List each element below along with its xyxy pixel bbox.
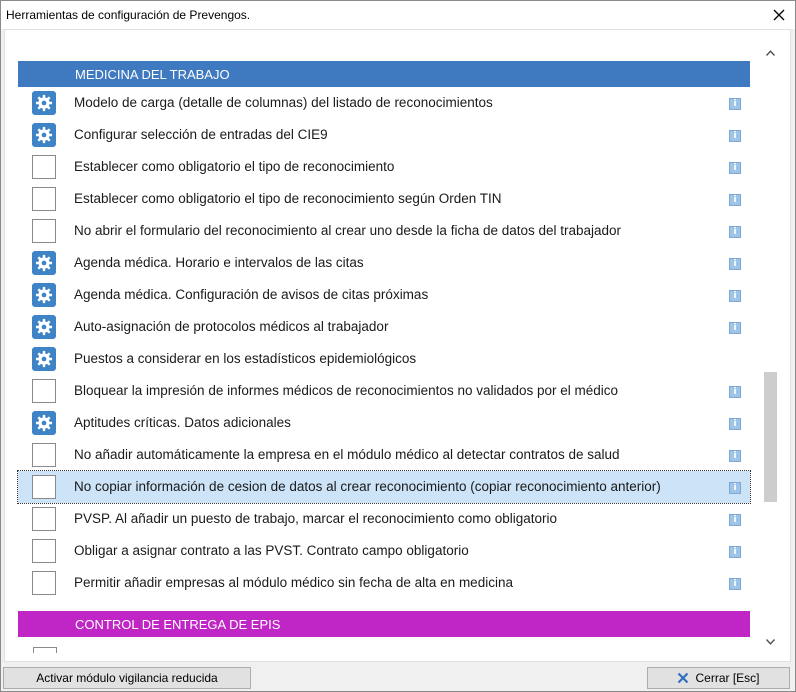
info-icon[interactable]: i — [729, 482, 741, 494]
gear-icon — [35, 318, 53, 336]
section-title: MEDICINA DEL TRABAJO — [75, 66, 230, 82]
info-icon[interactable]: i — [729, 578, 741, 590]
gear-icon — [35, 286, 53, 304]
option-label: No añadir automáticamente la empresa en el módulo médico al detectar contratos de salud — [74, 447, 620, 462]
configure-button[interactable] — [32, 251, 56, 275]
section-header-epis — [18, 611, 750, 637]
section-header-medicina — [18, 61, 750, 87]
option-checkbox[interactable] — [32, 219, 56, 243]
option-row[interactable] — [18, 407, 750, 439]
gear-icon — [35, 350, 53, 368]
option-checkbox[interactable] — [32, 187, 56, 211]
info-icon[interactable]: i — [729, 322, 741, 334]
configure-button[interactable] — [32, 283, 56, 307]
option-checkbox[interactable] — [32, 571, 56, 595]
info-icon[interactable]: i — [729, 386, 741, 398]
info-icon[interactable]: i — [729, 514, 741, 526]
option-row[interactable] — [18, 471, 750, 503]
option-label: PVSP. Al añadir un puesto de trabajo, marcar el reconocimiento como obligatorio — [74, 511, 558, 526]
option-row[interactable] — [18, 535, 750, 567]
info-icon[interactable]: i — [729, 290, 741, 302]
option-label: Agenda médica. Configuración de avisos de citas próximas — [74, 287, 429, 302]
option-checkbox[interactable] — [32, 155, 56, 179]
option-label: Establecer como obligatorio el tipo de reconocimiento — [74, 159, 395, 174]
option-row[interactable] — [18, 439, 750, 471]
option-row[interactable] — [18, 311, 750, 343]
option-label: Agenda médica. Horario e intervalos de las citas — [74, 255, 364, 270]
chevron-down-icon — [766, 639, 775, 645]
configure-button[interactable] — [32, 315, 56, 339]
option-row[interactable] — [18, 215, 750, 247]
option-row[interactable] — [18, 567, 750, 599]
button-label: Activar módulo vigilancia reducida — [36, 671, 218, 685]
vertical-scrollbar[interactable] — [762, 44, 779, 650]
configure-button[interactable] — [32, 123, 56, 147]
option-row[interactable] — [18, 183, 750, 215]
option-checkbox[interactable] — [32, 475, 56, 499]
close-dialog-button[interactable] — [647, 667, 790, 689]
option-label: Aptitudes críticas. Datos adicionales — [74, 415, 291, 430]
option-label: Establecer como obligatorio el tipo de reconocimiento según Orden TIN — [74, 191, 502, 206]
info-icon[interactable]: i — [729, 226, 741, 238]
x-mark-icon — [677, 672, 689, 684]
option-row[interactable] — [18, 375, 750, 407]
info-icon[interactable]: i — [729, 450, 741, 462]
options-list — [18, 61, 750, 637]
option-label: Permitir añadir empresas al módulo médico sin fecha de alta en medicina — [74, 575, 513, 590]
button-label: Cerrar [Esc] — [695, 671, 760, 685]
option-checkbox[interactable] — [32, 379, 56, 403]
option-checkbox[interactable] — [32, 539, 56, 563]
title-bar — [1, 1, 795, 29]
option-row[interactable] — [18, 247, 750, 279]
options-panel — [4, 29, 791, 662]
option-label: No abrir el formulario del reconocimiento al crear uno desde la ficha de datos del trabajador — [74, 223, 622, 238]
configure-button[interactable] — [32, 91, 56, 115]
option-checkbox[interactable] — [33, 647, 57, 653]
chevron-up-icon — [766, 50, 775, 56]
scroll-down-button[interactable] — [762, 633, 779, 650]
option-label: Puestos a considerar en los estadísticos epidemiológicos — [74, 351, 417, 366]
gear-icon — [35, 126, 53, 144]
option-label: Obligar a asignar contrato a las PVST. Contrato campo obligatorio — [74, 543, 469, 558]
gear-icon — [35, 414, 53, 432]
scroll-thumb[interactable] — [764, 372, 777, 502]
option-checkbox[interactable] — [32, 443, 56, 467]
scroll-up-button[interactable] — [762, 44, 779, 61]
option-row[interactable] — [18, 87, 750, 119]
configure-button[interactable] — [32, 347, 56, 371]
section-title: CONTROL DE ENTREGA DE EPIS — [75, 616, 281, 632]
info-icon[interactable]: i — [729, 258, 741, 270]
info-icon[interactable]: i — [729, 418, 741, 430]
option-row[interactable] — [18, 119, 750, 151]
option-label: Auto-asignación de protocolos médicos al trabajador — [74, 319, 389, 334]
option-label: Configurar selección de entradas del CIE9 — [74, 127, 328, 142]
info-icon[interactable]: i — [729, 98, 741, 110]
option-row[interactable] — [18, 279, 750, 311]
activate-reduced-surveillance-button[interactable] — [3, 667, 251, 689]
option-row[interactable] — [18, 151, 750, 183]
option-label: Bloquear la impresión de informes médicos de reconocimientos no validados por el médico — [74, 383, 619, 398]
close-icon — [773, 9, 785, 21]
info-icon[interactable]: i — [729, 130, 741, 142]
option-row[interactable] — [18, 343, 750, 375]
info-icon[interactable]: i — [729, 162, 741, 174]
option-label: No copiar información de cesion de datos al crear reconocimiento (copiar reconocimiento anterior) — [74, 479, 661, 494]
gear-icon — [35, 94, 53, 112]
window-title: Herramientas de configuración de Prevengos. — [6, 8, 251, 22]
option-label: Modelo de carga (detalle de columnas) del listado de reconocimientos — [74, 95, 493, 110]
info-icon[interactable]: i — [729, 546, 741, 558]
gear-icon — [35, 254, 53, 272]
configure-button[interactable] — [32, 411, 56, 435]
close-button[interactable] — [763, 1, 795, 29]
info-icon[interactable]: i — [729, 194, 741, 206]
option-checkbox[interactable] — [32, 507, 56, 531]
option-row[interactable] — [18, 503, 750, 535]
